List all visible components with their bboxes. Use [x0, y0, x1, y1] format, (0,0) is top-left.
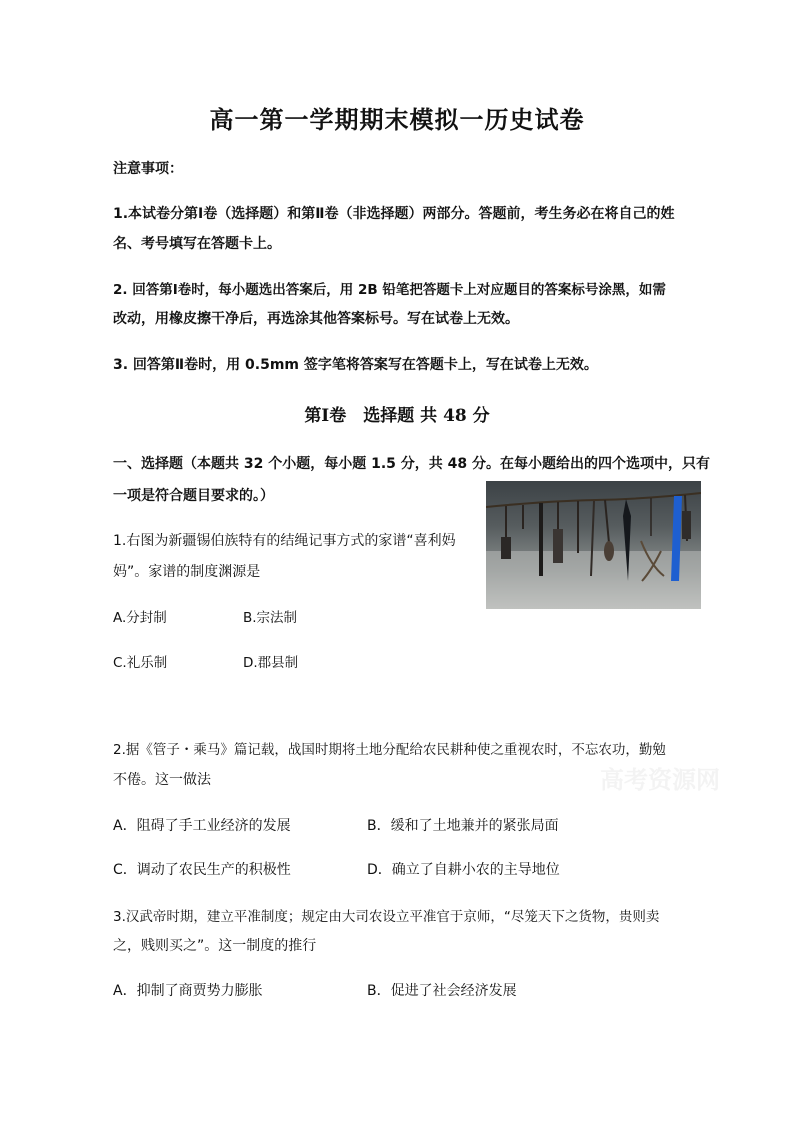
q1-option-d: D.郡县制: [243, 655, 299, 671]
xilimama-illustration: [486, 481, 701, 609]
notice-item-2-line-1: 2. 回答第Ⅰ卷时，每小题选出答案后，用 2B 铅笔把答题卡上对应题目的答案标号涂黑，如需: [113, 282, 666, 298]
q3-option-b: B．促进了社会经济发展: [367, 983, 517, 999]
q1-stem-line-1: 1.右图为新疆锡伯族特有的结绳记事方式的家谱“喜利妈: [113, 533, 456, 549]
q2-option-c: C．调动了农民生产的积极性: [113, 862, 291, 878]
section-title: 第Ⅰ卷 选择题 共 48 分: [304, 406, 490, 426]
q1-stem-line-2: 妈”。家谱的制度渊源是: [113, 564, 261, 580]
q2-option-d: D．确立了自耕小农的主导地位: [367, 862, 560, 878]
page-title: 高一第一学期期末模拟一历史试卷: [209, 105, 585, 134]
q1-option-a: A.分封制: [113, 610, 167, 626]
xilimama-photo: [486, 481, 701, 609]
notice-item-3: 3. 回答第Ⅱ卷时，用 0.5mm 签字笔将答案写在答题卡上，写在试卷上无效。: [113, 357, 598, 373]
q2-stem-line-1: 2.据《管子・乘马》篇记载，战国时期将土地分配给农民耕种使之重视农时，不忘农功，勤勉: [113, 742, 666, 758]
q3-stem-line-2: 之，贱则买之”。这一制度的推行: [113, 938, 317, 954]
q1-option-c: C.礼乐制: [113, 655, 168, 671]
q2-option-a: A．阻碍了手工业经济的发展: [113, 818, 291, 834]
part-one-instruction-line-2: 一项是符合题目要求的。）: [113, 488, 274, 504]
q2-option-b: B．缓和了土地兼并的紧张局面: [367, 818, 559, 834]
notice-item-1-line-2: 名、考号填写在答题卡上。: [113, 236, 281, 252]
q3-option-a: A．抑制了商贾势力膨胀: [113, 983, 263, 999]
notice-heading: 注意事项：: [113, 161, 183, 177]
q2-stem-line-2: 不倦。这一做法: [113, 772, 211, 788]
part-one-instruction-line-1: 一、选择题（本题共 32 个小题，每小题 1.5 分，共 48 分。在每小题给出的四个选项中，只有: [113, 456, 711, 472]
q3-stem-line-1: 3.汉武帝时期，建立平准制度；规定由大司农设立平准官于京师，“尽笼天下之货物，贵则卖: [113, 909, 660, 925]
notice-item-1-line-1: 1.本试卷分第Ⅰ卷（选择题）和第Ⅱ卷（非选择题）两部分。答题前，考生务必在将自己的姓: [113, 206, 675, 222]
watermark: 高考资源网: [600, 766, 720, 794]
notice-item-2-line-2: 改动，用橡皮擦干净后，再选涂其他答案标号。写在试卷上无效。: [113, 311, 519, 327]
q1-option-b: B.宗法制: [243, 610, 298, 626]
